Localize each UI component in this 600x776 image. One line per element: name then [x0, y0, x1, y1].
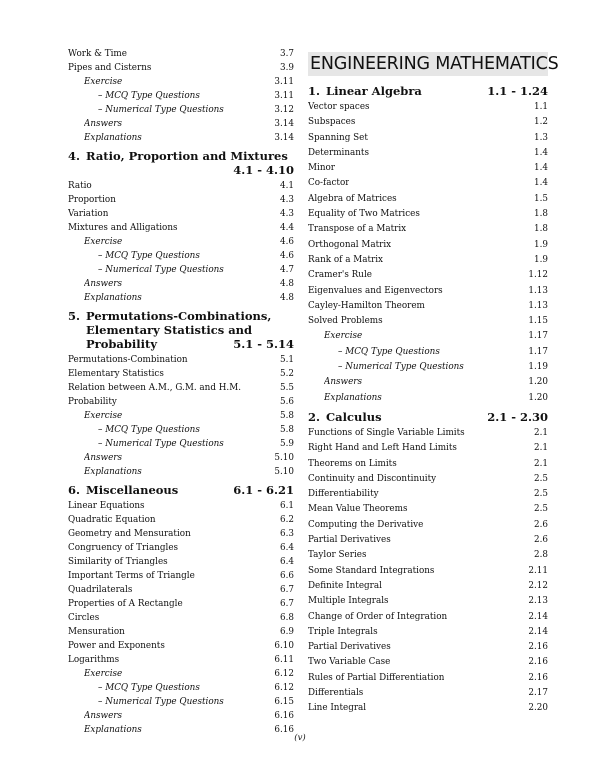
chapter-2-entries: [308, 426, 548, 717]
toc-entry-page: 1.13: [528, 300, 548, 311]
toc-entry[interactable]: [68, 103, 294, 117]
toc-entry-title: Explanations: [84, 467, 142, 477]
toc-entry-title: Variation: [68, 209, 109, 219]
toc-entry-page: 2.12: [528, 580, 548, 591]
chapter-4-entries: [68, 179, 294, 305]
chapter-title-line: Probability: [86, 337, 158, 351]
toc-entry-page: 6.7: [280, 585, 294, 595]
toc-entry-page: 2.1: [534, 443, 548, 454]
toc-left-column: [68, 47, 294, 737]
toc-entry-title: Answers: [84, 279, 122, 289]
chapter-page-range: 4.1 - 4.10: [233, 163, 294, 177]
toc-entry-page: 1.9: [534, 239, 548, 250]
toc-entry-title: Solved Problems: [308, 316, 383, 327]
toc-entry[interactable]: [68, 527, 294, 541]
toc-entry-title: Cayley-Hamilton Theorem: [308, 300, 425, 311]
toc-entry-page: 1.8: [534, 224, 548, 235]
section-banner: ENGINEERING MATHEMATICS: [310, 54, 559, 74]
toc-entry[interactable]: [308, 610, 548, 625]
toc-entry[interactable]: [308, 345, 548, 360]
toc-entry-title: Work & Time: [68, 49, 127, 59]
chapter-number: 2.: [308, 409, 321, 424]
toc-entry-title: Exercise: [84, 669, 123, 679]
toc-entry-page: 6.12: [274, 683, 294, 693]
toc-entry-title: – MCQ Type Questions: [338, 346, 440, 357]
toc-entry-page: 1.20: [528, 392, 548, 403]
toc-entry-title: Algebra of Matrices: [308, 193, 397, 204]
toc-entry[interactable]: [68, 625, 294, 639]
toc-entry[interactable]: [68, 451, 294, 465]
toc-entry[interactable]: [308, 329, 548, 344]
toc-entry-title: Permutations-Combination: [68, 355, 188, 365]
toc-entry-page: 2.1: [534, 427, 548, 438]
toc-entry-title: Quadratic Equation: [68, 515, 156, 525]
toc-entry-title: Computing the Derivative: [308, 519, 424, 530]
toc-entry[interactable]: [68, 277, 294, 291]
toc-entry-title: Answers: [84, 453, 122, 463]
toc-entry-title: Right Hand and Left Hand Limits: [308, 443, 457, 454]
toc-entry-title: Answers: [84, 119, 122, 129]
toc-entry-page: 2.5: [534, 489, 548, 500]
toc-entry-title: Properties of A Rectangle: [68, 599, 183, 609]
toc-entry-page: 3.14: [274, 119, 294, 129]
toc-entry-title: Mean Value Theorems: [308, 504, 408, 515]
toc-entry[interactable]: [68, 221, 294, 235]
toc-entry[interactable]: [68, 263, 294, 277]
chapter-title: Linear Algebra: [326, 84, 422, 98]
toc-entry-page: 6.1: [280, 501, 294, 511]
toc-entry-title: Functions of Single Variable Limits: [308, 427, 465, 438]
toc-entry[interactable]: [308, 100, 548, 115]
toc-entry-page: 6.2: [280, 515, 294, 525]
toc-entry[interactable]: [308, 579, 548, 594]
toc-entry-title: Circles: [68, 613, 100, 623]
toc-entry-page: 1.8: [534, 209, 548, 220]
toc-entry[interactable]: [308, 146, 548, 161]
toc-entry[interactable]: [308, 564, 548, 579]
toc-entry-page: 5.2: [280, 369, 294, 379]
toc-entry-page: 1.5: [534, 193, 548, 204]
toc-entry[interactable]: [308, 176, 548, 191]
toc-entry[interactable]: [308, 441, 548, 456]
toc-entry-page: 1.2: [534, 117, 548, 128]
chapter-title-line: Elementary Statistics and: [86, 323, 253, 337]
toc-entry[interactable]: [68, 235, 294, 249]
toc-entry[interactable]: [308, 314, 548, 329]
toc-entry-page: 2.14: [528, 626, 548, 637]
continued-chapter-entries: [68, 47, 294, 145]
toc-entry-title: Pipes and Cisterns: [68, 63, 152, 73]
toc-entry-page: 5.10: [274, 453, 294, 463]
toc-entry-title: – MCQ Type Questions: [98, 425, 200, 435]
toc-entry-title: – Numerical Type Questions: [98, 105, 224, 115]
toc-entry[interactable]: [68, 639, 294, 653]
toc-entry[interactable]: [68, 117, 294, 131]
toc-entry-page: 4.8: [280, 279, 294, 289]
toc-entry[interactable]: [68, 291, 294, 305]
toc-entry[interactable]: [308, 115, 548, 130]
toc-entry[interactable]: [308, 299, 548, 314]
toc-entry-page: 1.20: [528, 377, 548, 388]
chapter-5-entries: [68, 353, 294, 479]
chapter-6-entries: [68, 499, 294, 737]
toc-entry-title: Cramer's Rule: [308, 270, 372, 281]
toc-entry[interactable]: [308, 192, 548, 207]
toc-entry[interactable]: [308, 701, 548, 716]
toc-entry-page: 2.5: [534, 473, 548, 484]
toc-entry-page: 4.8: [280, 293, 294, 303]
toc-entry-title: Differentiability: [308, 489, 379, 500]
toc-entry-title: Rank of a Matrix: [308, 254, 384, 265]
toc-entry-page: 6.10: [274, 641, 294, 651]
toc-entry[interactable]: [68, 569, 294, 583]
toc-entry-page: 2.11: [528, 565, 548, 576]
toc-entry-page: 6.15: [274, 697, 294, 707]
toc-entry-title: Answers: [324, 377, 362, 388]
toc-entry-title: – MCQ Type Questions: [98, 251, 200, 261]
toc-entry[interactable]: [68, 61, 294, 75]
toc-entry[interactable]: [308, 360, 548, 375]
toc-entry-page: 6.6: [280, 571, 294, 581]
toc-entry-title: Subspaces: [308, 117, 356, 128]
toc-entry-page: 5.8: [280, 425, 294, 435]
toc-entry-page: 3.11: [274, 91, 294, 101]
toc-entry-page: 4.3: [280, 195, 294, 205]
toc-entry[interactable]: [308, 284, 548, 299]
toc-entry[interactable]: [68, 695, 294, 709]
toc-entry-title: Eigenvalues and Eigenvectors: [308, 285, 443, 296]
toc-entry[interactable]: [308, 222, 548, 237]
chapter-page-range: 5.1 - 5.14: [233, 337, 294, 351]
toc-entry-page: 2.16: [528, 642, 548, 653]
toc-entry[interactable]: [308, 131, 548, 146]
toc-entry[interactable]: [68, 131, 294, 145]
toc-entry[interactable]: [68, 667, 294, 681]
toc-entry-page: 5.8: [280, 411, 294, 421]
toc-entry-title: – Numerical Type Questions: [98, 697, 224, 707]
toc-entry-title: Exercise: [84, 411, 123, 421]
chapter-6-heading[interactable]: [68, 483, 294, 497]
toc-entry-title: Important Terms of Triangle: [68, 571, 195, 581]
toc-entry-title: Power and Exponents: [68, 641, 165, 651]
toc-entry[interactable]: [308, 391, 548, 406]
toc-entry-page: 6.16: [274, 725, 294, 735]
toc-entry-title: Line Integral: [308, 703, 367, 714]
toc-entry[interactable]: [68, 465, 294, 479]
toc-entry-title: Quadrilaterals: [68, 585, 133, 595]
toc-entry-title: Exercise: [324, 331, 363, 342]
chapter-title: Miscellaneous: [86, 483, 179, 497]
toc-entry-page: 4.1: [280, 181, 294, 191]
toc-entry[interactable]: [68, 499, 294, 513]
chapter-1-entries: [308, 100, 548, 406]
toc-entry[interactable]: [308, 457, 548, 472]
toc-entry-title: Mensuration: [68, 627, 125, 637]
toc-entry-title: – MCQ Type Questions: [98, 91, 200, 101]
toc-entry-title: – Numerical Type Questions: [98, 439, 224, 449]
page-number: (v): [294, 733, 306, 743]
toc-entry[interactable]: [68, 47, 294, 61]
toc-entry[interactable]: [68, 583, 294, 597]
toc-entry[interactable]: [68, 681, 294, 695]
toc-entry[interactable]: [68, 75, 294, 89]
toc-entry-title: Similarity of Triangles: [68, 557, 168, 567]
toc-entry-page: 3.14: [274, 133, 294, 143]
chapter-page-range: 2.1 - 2.30: [487, 409, 548, 424]
toc-entry-page: 6.16: [274, 711, 294, 721]
toc-entry-page: 1.15: [528, 316, 548, 327]
toc-entry-page: 6.9: [280, 627, 294, 637]
toc-entry[interactable]: [308, 161, 548, 176]
toc-entry-title: Exercise: [84, 77, 123, 87]
chapter-number: 5.: [68, 309, 81, 323]
chapter-title: Ratio, Proportion and Mixtures: [86, 149, 288, 163]
toc-entry[interactable]: [68, 541, 294, 555]
toc-entry-title: Co-factor: [308, 178, 350, 189]
toc-entry-title: Explanations: [84, 293, 142, 303]
toc-entry-page: 5.1: [280, 355, 294, 365]
toc-entry-page: 6.7: [280, 599, 294, 609]
toc-entry-title: Answers: [84, 711, 122, 721]
toc-entry-page: 6.4: [280, 557, 294, 567]
toc-entry-page: 1.9: [534, 254, 548, 265]
toc-entry-page: 1.17: [528, 331, 548, 342]
toc-entry[interactable]: [68, 555, 294, 569]
chapter-number: 6.: [68, 483, 81, 497]
toc-entry-page: 6.11: [274, 655, 294, 665]
toc-entry-title: Explanations: [324, 392, 382, 403]
toc-entry-page: 1.3: [534, 132, 548, 143]
toc-entry[interactable]: [308, 640, 548, 655]
toc-entry[interactable]: [68, 423, 294, 437]
toc-entry[interactable]: [68, 437, 294, 451]
toc-entry-title: Triple Integrals: [308, 626, 378, 637]
toc-entry[interactable]: [308, 426, 548, 441]
toc-entry[interactable]: [308, 533, 548, 548]
toc-entry-page: 2.1: [534, 458, 548, 469]
chapter-page-range: 6.1 - 6.21: [233, 483, 294, 497]
toc-entry-title: Some Standard Integrations: [308, 565, 435, 576]
toc-entry-page: 1.12: [528, 270, 548, 281]
toc-entry[interactable]: [308, 487, 548, 502]
toc-entry-title: Partial Derivatives: [308, 642, 391, 653]
toc-entry[interactable]: [68, 353, 294, 367]
toc-entry[interactable]: [308, 518, 548, 533]
toc-entry[interactable]: [308, 502, 548, 517]
toc-entry-title: Orthogonal Matrix: [308, 239, 392, 250]
toc-entry-title: – Numerical Type Questions: [338, 362, 464, 373]
toc-entry-page: 2.20: [528, 703, 548, 714]
toc-entry[interactable]: [68, 193, 294, 207]
toc-entry-title: Continuity and Discontinuity: [308, 473, 437, 484]
toc-entry-page: 5.9: [280, 439, 294, 449]
toc-entry-title: Multiple Integrals: [308, 596, 389, 607]
toc-entry[interactable]: [68, 597, 294, 611]
toc-entry[interactable]: [308, 207, 548, 222]
toc-entry[interactable]: [68, 89, 294, 103]
toc-entry[interactable]: [68, 179, 294, 193]
toc-entry-page: 2.14: [528, 611, 548, 622]
toc-entry[interactable]: [308, 625, 548, 640]
toc-entry-page: 2.16: [528, 657, 548, 668]
toc-entry-page: 6.12: [274, 669, 294, 679]
toc-entry-title: Vector spaces: [308, 102, 370, 112]
toc-entry-title: Taylor Series: [308, 550, 367, 561]
toc-entry[interactable]: [68, 381, 294, 395]
chapter-title: Calculus: [326, 409, 382, 424]
toc-entry-page: 4.6: [280, 237, 294, 247]
toc-entry-title: Relation between A.M., G.M. and H.M.: [68, 383, 242, 393]
toc-entry-title: Elementary Statistics: [68, 369, 164, 379]
toc-entry-page: 1.4: [534, 178, 548, 189]
toc-entry-title: Ratio: [68, 181, 92, 191]
toc-entry[interactable]: [68, 395, 294, 409]
toc-entry[interactable]: [68, 513, 294, 527]
toc-entry-page: 5.10: [274, 467, 294, 477]
toc-entry[interactable]: [308, 671, 548, 686]
toc-entry-title: Mixtures and Alligations: [68, 223, 178, 233]
toc-entry-page: 2.6: [534, 535, 548, 546]
toc-entry-page: 2.8: [534, 550, 548, 561]
chapter-5-heading[interactable]: [68, 309, 294, 351]
toc-entry[interactable]: [308, 375, 548, 390]
toc-entry[interactable]: [308, 594, 548, 609]
toc-entry-page: 3.11: [274, 77, 294, 87]
chapter-number: 4.: [68, 149, 81, 163]
toc-entry[interactable]: [68, 409, 294, 423]
toc-entry-title: Equality of Two Matrices: [308, 209, 420, 220]
toc-entry-title: Theorems on Limits: [308, 458, 397, 469]
toc-entry-title: Change of Order of Integration: [308, 611, 448, 622]
toc-entry[interactable]: [68, 709, 294, 723]
toc-entry-page: 1.1: [534, 102, 548, 112]
toc-entry[interactable]: [308, 655, 548, 670]
toc-entry-title: – Numerical Type Questions: [98, 265, 224, 275]
toc-entry-title: Logarithms: [68, 655, 120, 665]
toc-entry-title: Explanations: [84, 133, 142, 143]
toc-entry-title: Geometry and Mensuration: [68, 529, 191, 539]
toc-entry[interactable]: [68, 653, 294, 667]
toc-entry-page: 2.5: [534, 504, 548, 515]
chapter-page-range: 1.1 - 1.24: [487, 84, 548, 98]
toc-entry[interactable]: [308, 238, 548, 253]
toc-entry-title: Explanations: [84, 725, 142, 735]
toc-entry-page: 4.4: [280, 223, 294, 233]
toc-entry-title: Differentials: [308, 687, 364, 698]
toc-entry-page: 1.4: [534, 163, 548, 174]
toc-entry-page: 3.7: [280, 49, 294, 59]
toc-entry[interactable]: [308, 253, 548, 268]
toc-entry-title: Proportion: [68, 195, 116, 205]
chapter-2-heading[interactable]: [308, 410, 548, 424]
toc-entry-title: Two Variable Case: [308, 657, 391, 668]
toc-entry-title: Definite Integral: [308, 580, 382, 591]
toc-entry-title: Probability: [68, 397, 117, 407]
toc-entry-title: Linear Equations: [68, 501, 145, 511]
toc-entry-page: 6.3: [280, 529, 294, 539]
toc-entry-page: 6.8: [280, 613, 294, 623]
toc-entry-page: 6.4: [280, 543, 294, 553]
toc-entry-page: 4.7: [280, 265, 294, 275]
toc-entry[interactable]: [308, 548, 548, 563]
toc-entry[interactable]: [68, 367, 294, 381]
toc-entry-page: 1.19: [528, 362, 548, 373]
toc-entry-page: 1.13: [528, 285, 548, 296]
toc-entry-page: 5.5: [280, 383, 294, 393]
toc-entry-page: 1.4: [534, 147, 548, 158]
toc-entry-title: Spanning Set: [308, 132, 368, 143]
toc-entry[interactable]: [68, 249, 294, 263]
chapter-title-line: Permutations-Combinations,: [86, 309, 272, 323]
toc-entry-page: 2.13: [528, 596, 548, 607]
toc-entry-page: 2.6: [534, 519, 548, 530]
toc-entry[interactable]: [308, 268, 548, 283]
chapter-number: 1.: [308, 84, 321, 98]
toc-entry-page: 1.17: [528, 346, 548, 357]
toc-entry-title: Determinants: [308, 147, 369, 158]
toc-entry-title: Rules of Partial Differentiation: [308, 672, 445, 683]
toc-entry-page: 2.16: [528, 672, 548, 683]
chapter-1-heading[interactable]: [308, 84, 548, 98]
toc-entry-title: Partial Derivatives: [308, 535, 391, 546]
toc-entry[interactable]: [68, 207, 294, 221]
toc-entry-page: 4.6: [280, 251, 294, 261]
toc-right-column: [308, 52, 559, 717]
toc-entry-title: Congruency of Triangles: [68, 543, 179, 553]
toc-entry[interactable]: [308, 472, 548, 487]
toc-entry-title: Transpose of a Matrix: [308, 224, 407, 235]
toc-entry[interactable]: [308, 686, 548, 701]
chapter-4-heading[interactable]: [68, 149, 294, 177]
toc-entry-page: 4.3: [280, 209, 294, 219]
toc-entry-title: – MCQ Type Questions: [98, 683, 200, 693]
toc-entry-page: 2.17: [528, 687, 548, 698]
toc-entry-title: Minor: [308, 163, 335, 174]
toc-entry-page: 3.9: [280, 63, 294, 73]
toc-entry-title: Exercise: [84, 237, 123, 247]
toc-entry[interactable]: [68, 611, 294, 625]
toc-entry-page: 5.6: [280, 397, 294, 407]
toc-entry-page: 3.12: [274, 105, 294, 115]
